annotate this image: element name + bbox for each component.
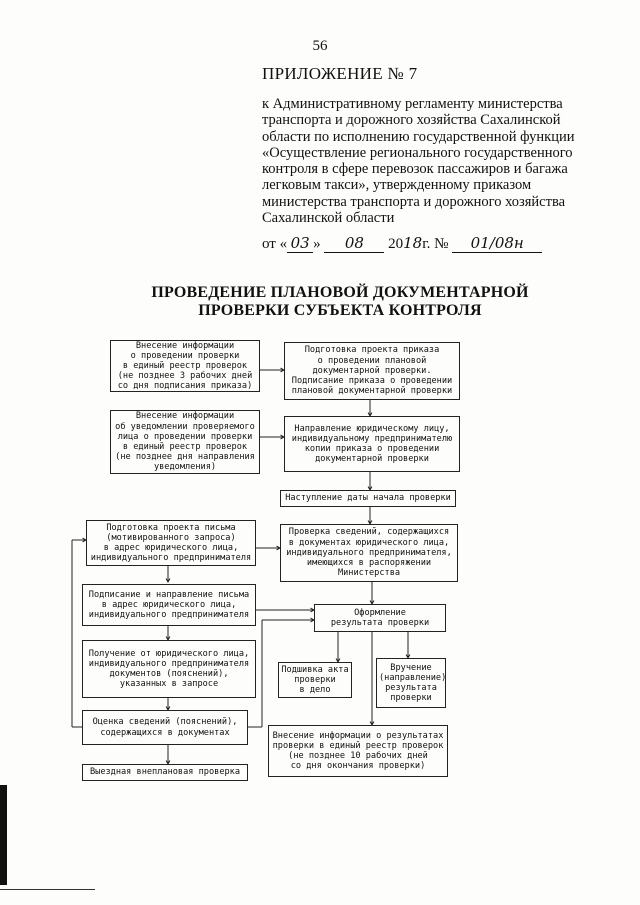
box-deliver-result	[376, 658, 446, 708]
box-line: индивидуального предпринимателя,	[286, 547, 452, 558]
box-line: (не позднее дня направления	[115, 452, 255, 463]
order-day: 03	[287, 234, 313, 253]
box-line: проверки	[390, 693, 432, 704]
regulation-line: легковым такси», утвержденному приказом	[262, 177, 532, 194]
box-line: Вручение	[390, 662, 432, 673]
scan-edge-mark	[0, 785, 7, 885]
box-line: уведомления)	[153, 462, 217, 473]
box-line: копии приказа о проведении	[304, 444, 440, 454]
box-line: в документах юридического лица,	[288, 537, 450, 548]
box-receive-documents	[82, 640, 256, 698]
box-registry-result	[268, 725, 448, 777]
from-label: от «	[262, 236, 288, 252]
box-line: указанных в запросе	[119, 679, 219, 690]
year-label: г. №	[422, 236, 449, 252]
box-line: Выездная внеплановая проверка	[89, 767, 241, 778]
box-line: Наступление даты начала проверки	[285, 493, 451, 504]
box-line: индивидуального предпринимателя	[88, 610, 250, 621]
regulation-line: области по исполнению государственной функции	[262, 128, 575, 145]
box-line: плановой документарной проверки	[291, 386, 453, 397]
box-line: (мотивированного запроса)	[106, 532, 236, 543]
box-line: со дня подписания приказа)	[117, 381, 253, 392]
box-sign-letter	[82, 584, 256, 626]
box-prepare-order	[284, 342, 460, 400]
box-send-order	[284, 416, 460, 472]
box-line: Направление юридическому лицу,	[294, 423, 450, 434]
regulation-line: контроля в сфере перевозок пассажиров и багажа	[262, 161, 568, 178]
box-line: Внесение информации	[135, 340, 235, 351]
box-line: лица о проведении проверки	[117, 431, 253, 442]
regulation-line: транспорта и дорожного хозяйства Сахалинской	[262, 112, 561, 129]
box-line: (не позднее 3 рабочих дней	[117, 371, 253, 382]
title-line: ПРОВЕДЕНИЕ ПЛАНОВОЙ ДОКУМЕНТАРНОЙ	[151, 284, 529, 301]
box-line: со дня окончания проверки)	[290, 761, 426, 772]
box-registry-notice	[110, 410, 260, 474]
close-quote: »	[313, 236, 321, 252]
box-line: имеющихся в распоряжении	[306, 558, 432, 569]
box-line: Подписание приказа о проведении	[291, 376, 453, 387]
order-month: 08	[324, 234, 384, 253]
box-line: о проведении проверки	[130, 350, 240, 361]
box-line: Проверка сведений, содержащихся	[288, 527, 450, 538]
box-line: в единый реестр проверок	[122, 442, 248, 452]
regulation-line: министерства транспорта и дорожного хозяйства	[262, 193, 566, 210]
box-prepare-letter	[86, 520, 256, 566]
box-line: Оформление	[354, 607, 406, 618]
box-line: в единый реестр проверок	[122, 360, 248, 371]
regulation-line: к Административному регламенту министерства	[262, 96, 563, 112]
box-line: индивидуального предпринимателя	[90, 553, 252, 564]
regulation-line: Сахалинской области	[262, 210, 395, 227]
appendix-title: ПРИЛОЖЕНИЕ № 7	[262, 64, 418, 83]
box-line: индивидуального предпринимателя	[88, 658, 250, 669]
title-line: ПРОВЕРКИ СУБЪЕКТА КОНТРОЛЯ	[198, 302, 482, 319]
box-start-date	[280, 490, 456, 507]
box-line: в адрес юридического лица,	[103, 543, 239, 553]
box-line: содержащихся в документах	[100, 727, 230, 738]
box-line: (не позднее 10 рабочих дней	[288, 751, 428, 761]
box-registry-entry	[110, 340, 260, 392]
year-suffix: 18	[403, 234, 423, 252]
box-line: документарной проверки.	[312, 365, 432, 376]
box-result-form	[314, 604, 446, 632]
box-line: Получение от юридического лица,	[88, 648, 250, 659]
order-number: 01/08н	[452, 234, 542, 253]
scan-line-mark	[0, 889, 95, 890]
box-evaluate-information	[82, 710, 248, 745]
box-line: проверки	[294, 674, 336, 685]
box-field-check	[82, 764, 248, 781]
box-line: Оценка сведений (пояснений),	[92, 717, 238, 728]
box-line: в адрес юридического лица,	[101, 599, 237, 610]
page-number: 56	[312, 38, 328, 54]
box-line: результата проверки	[330, 618, 430, 628]
box-line: Подшивка акта	[281, 664, 349, 675]
regulation-line: «Осуществление регионального государственного	[262, 144, 573, 161]
box-line: Подготовка проекта приказа	[304, 345, 440, 356]
box-line: в дело	[299, 685, 331, 696]
year-prefix: 20	[388, 236, 404, 252]
box-line: Внесение информации о результатах	[272, 730, 444, 741]
box-line: результата	[385, 683, 437, 693]
box-line: проверки в единый реестр проверок	[272, 740, 444, 751]
box-line: Министерства	[337, 568, 401, 579]
box-line: Подписание и направление письма	[88, 589, 250, 600]
box-line: об уведомлении проверяемого	[115, 421, 255, 432]
box-line: индивидуальному предпринимателю	[291, 433, 453, 444]
box-line: Внесение информации	[135, 411, 235, 422]
box-line: документов (пояснений),	[109, 669, 229, 679]
box-file-act	[278, 662, 352, 698]
box-verify-documents	[280, 524, 458, 582]
box-line: о проведении плановой	[317, 355, 427, 366]
box-line: документарной проверки	[315, 454, 429, 465]
box-line: (направление)	[379, 672, 447, 683]
box-line: Подготовка проекта письма	[106, 522, 236, 533]
